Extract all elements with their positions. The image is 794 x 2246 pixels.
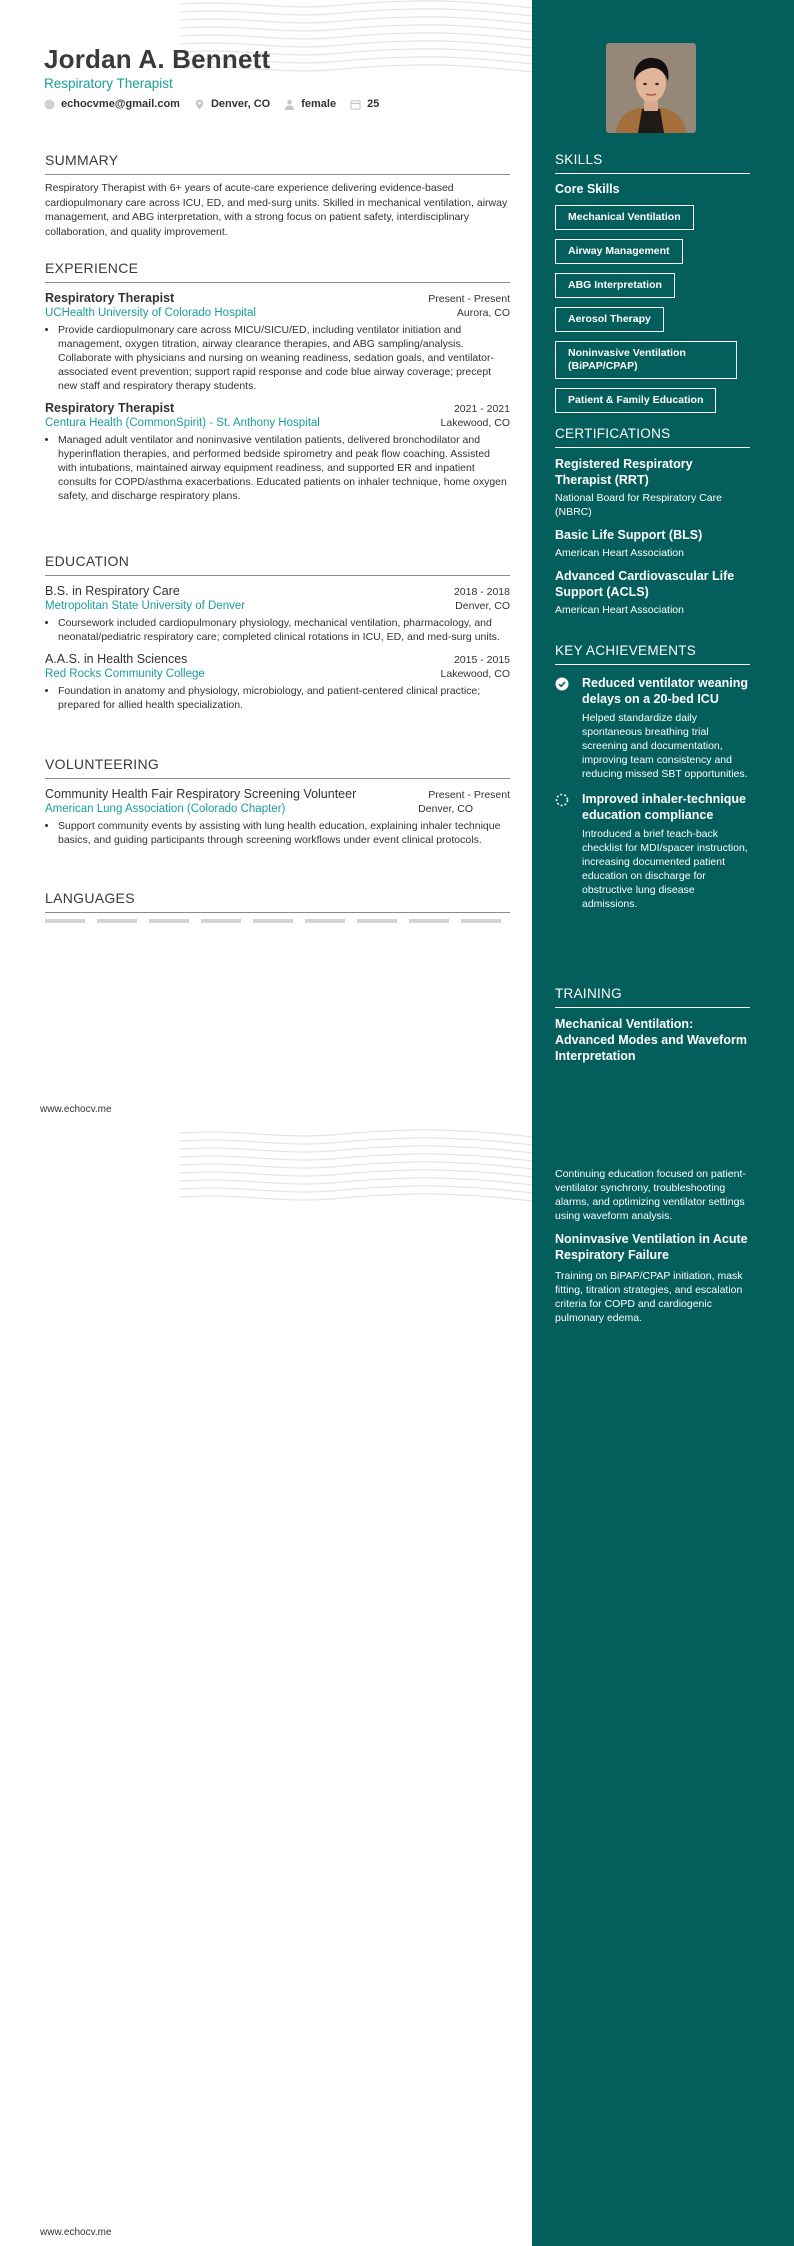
employer-name: UCHealth University of Colorado Hospital — [45, 307, 256, 319]
skill-chip: ABG Interpretation — [555, 273, 675, 298]
skill-chip: Aerosol Therapy — [555, 307, 664, 332]
certification-item — [555, 527, 750, 560]
certification-org: American Heart Association — [555, 547, 684, 559]
volunteer-location: Denver, CO — [418, 803, 473, 815]
skill-chip: Mechanical Ventilation — [555, 205, 694, 230]
footer-website[interactable]: www.echocv.me — [40, 1104, 112, 1115]
volunteer-role: Community Health Fair Respiratory Screening Volunteer — [45, 787, 357, 801]
school-name: Metropolitan State University of Denver — [45, 600, 246, 612]
contact-row — [44, 98, 393, 110]
volunteering-entry — [45, 787, 510, 847]
job-date: Present - Present — [428, 293, 510, 305]
degree-bullets — [45, 684, 510, 712]
education-entry — [45, 584, 510, 644]
training-name: Noninvasive Ventilation in Acute Respiratory Failure — [555, 1232, 748, 1262]
degree-date: 2015 - 2015 — [453, 654, 510, 666]
certification-org: National Board for Respiratory Care (NBRC) — [555, 492, 722, 518]
contact-gender — [284, 98, 336, 110]
training-name: Mechanical Ventilation: Advanced Modes and Waveform Interpretation — [555, 1017, 747, 1063]
degree-bullets — [45, 616, 510, 644]
school-location: Lakewood, CO — [440, 668, 510, 680]
job-bullets — [45, 323, 510, 393]
footer-website[interactable]: www.echocv.me — [40, 2227, 112, 2238]
email-icon — [44, 99, 55, 110]
dashed-circle-icon — [555, 793, 569, 807]
certifications-title: CERTIFICATIONS — [555, 426, 750, 448]
experience-entry — [45, 291, 510, 393]
certification-org: American Heart Association — [555, 604, 684, 616]
skills-subtitle: Core Skills — [555, 182, 620, 196]
volunteer-bullets — [45, 819, 510, 847]
resume-page-2 — [0, 1123, 794, 2246]
profile-photo — [606, 43, 696, 133]
degree-title: B.S. in Respiratory Care — [45, 584, 180, 598]
candidate-role: Respiratory Therapist — [44, 76, 173, 91]
training-desc: Continuing education focused on patient-ventilator synchrony, troubleshooting alarms, and optimizing ventilator settings using waveform analysis. — [555, 1168, 746, 1222]
person-icon — [284, 99, 295, 110]
gender-text: female — [301, 98, 337, 110]
degree-date: 2018 - 2018 — [453, 586, 510, 598]
certification-item — [555, 568, 750, 617]
languages-cut-off-row — [45, 919, 510, 923]
certification-name: Advanced Cardiovascular Life Support (ACLS) — [555, 569, 735, 599]
achievement-item — [555, 675, 750, 781]
skill-chip: Noninvasive Ventilation (BiPAP/CPAP) — [555, 341, 737, 379]
job-bullets — [45, 433, 510, 503]
languages-title: LANGUAGES — [45, 890, 510, 913]
skill-chip-list — [555, 196, 750, 413]
achievements-section — [555, 643, 750, 911]
location-text: Denver, CO — [210, 98, 271, 110]
school-name: Red Rocks Community College — [45, 668, 205, 680]
volunteering-section — [45, 756, 510, 847]
training-desc: Training on BiPAP/CPAP initiation, mask fitting, titration strategies, and escalation criteria for COPD and cardiogenic pulmonary edema. — [555, 1270, 743, 1324]
job-title: Respiratory Therapist — [45, 291, 175, 305]
training-title: TRAINING — [555, 986, 750, 1008]
degree-bullet: • Foundation in anatomy and physiology, microbiology, and patient-centered clinical practice; prepared for allied health specialization. — [58, 684, 510, 712]
skills-section — [555, 152, 750, 413]
job-location: Lakewood, CO — [440, 417, 510, 429]
degree-bullet: • Coursework included cardiopulmonary physiology, mechanical ventilation, pharmacology, and neonatal/pediatric respiratory care; completed clinical rotations in ICU, ED, and med-surg units. — [58, 616, 510, 644]
volunteer-date: Present - Present — [428, 789, 510, 801]
job-location: Aurora, CO — [456, 307, 510, 319]
training-section — [555, 986, 750, 1064]
experience-title: EXPERIENCE — [45, 260, 510, 283]
volunteering-title: VOLUNTEERING — [45, 756, 510, 779]
school-location: Denver, CO — [455, 600, 510, 612]
achievement-item — [555, 791, 750, 911]
degree-title: A.A.S. in Health Sciences — [45, 652, 188, 666]
contact-location — [194, 98, 270, 110]
certification-item — [555, 456, 750, 519]
calendar-icon — [350, 99, 361, 110]
email-text: echocvme@gmail.com — [61, 98, 180, 110]
summary-text: Respiratory Therapist with 6+ years of acute-care experience delivering evidence-based cardiopulmonary care across ICU, ED, and med-surg units. Skilled in mechanical ventilation, airway management, and ABG interpretation, with a strong focus on patient safety, interdisciplinary collaboration, and quality improvement. — [45, 182, 508, 238]
job-date: 2021 - 2021 — [453, 403, 510, 415]
skill-chip: Patient & Family Education — [555, 388, 716, 413]
achievement-title: Improved inhaler-technique education compliance — [582, 792, 746, 822]
age-text: 25 — [367, 98, 380, 110]
summary-title: SUMMARY — [45, 152, 510, 175]
skills-title: SKILLS — [555, 152, 750, 174]
education-entry — [45, 652, 510, 712]
job-bullet: • Provide cardiopulmonary care across MICU/SICU/ED, including ventilator initiation and management, oxygen titration, airway clearance therapies, and ABG sampling/analysis. Collaborate with physicians and nursing on weaning readiness, sedation goals, and ventilator-associated event prevention; support rapid response and code blue airway coverage; precept new staff and respiratory therapy students. — [58, 323, 510, 393]
employer-name: Centura Health (CommonSpirit) - St. Anthony Hospital — [45, 417, 320, 429]
certification-name: Basic Life Support (BLS) — [555, 528, 703, 542]
education-section — [45, 553, 510, 712]
check-circle-icon — [555, 677, 569, 691]
job-title: Respiratory Therapist — [45, 401, 175, 415]
portrait-image — [606, 43, 696, 133]
job-bullet: • Managed adult ventilator and noninvasive ventilation patients, delivered bronchodilator and hyperinflation therapies, and performed bedside spirometry and peak flow coaching. Assisted with intubations, maintained airway equipment readiness, and supported ER and inpatient consults for COPD/asthma exacerbations. Educated patients on inhaler technique, home oxygen safety, and discharge respiratory plans. — [58, 433, 510, 503]
candidate-name: Jordan A. Bennett — [44, 44, 271, 74]
training-continued — [555, 1167, 750, 1325]
certifications-section — [555, 426, 750, 617]
volunteer-org: American Lung Association (Colorado Chapter) — [45, 803, 286, 815]
location-pin-icon — [194, 99, 205, 110]
achievement-desc: Helped standardize daily spontaneous breathing trial screening and documentation, improving team consistency and reducing missed SBT opportunities. — [582, 712, 748, 780]
contact-email[interactable] — [44, 98, 180, 110]
decorative-waves — [180, 1123, 532, 1213]
skill-chip: Airway Management — [555, 239, 683, 264]
achievement-desc: Introduced a brief teach-back checklist for MDI/spacer instruction, increasing documented patient education on discharge for obstructive lung disease admissions. — [582, 828, 748, 910]
volunteer-bullet: • Support community events by assisting with lung health education, explaining inhaler technique basics, and guiding participants through screening workflows under event clinical protocols. — [58, 819, 510, 847]
achievement-title: Reduced ventilator weaning delays on a 20-bed ICU — [582, 676, 749, 706]
education-title: EDUCATION — [45, 553, 510, 576]
languages-section — [45, 890, 510, 923]
experience-section — [45, 260, 510, 503]
achievements-title: KEY ACHIEVEMENTS — [555, 643, 750, 665]
experience-entry — [45, 401, 510, 503]
certification-name: Registered Respiratory Therapist (RRT) — [555, 457, 693, 487]
contact-age — [350, 98, 379, 110]
summary-section — [45, 152, 510, 239]
